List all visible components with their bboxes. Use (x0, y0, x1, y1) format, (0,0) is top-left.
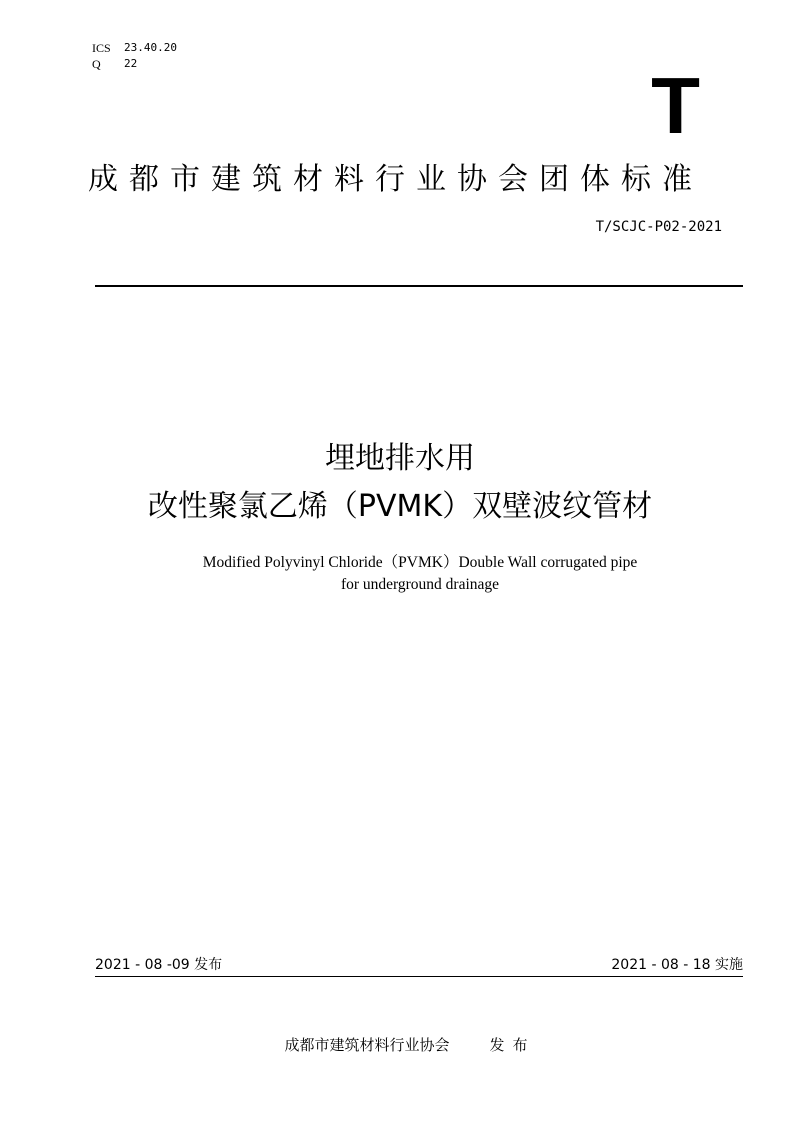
english-title-line-1: Modified Polyvinyl Chloride（PVMK）Double Wall corrugated pipe (202, 554, 638, 571)
chinese-title-line-1: 埋地排水用 (325, 441, 475, 476)
date-row (95, 954, 743, 974)
publisher-line (0, 1034, 800, 1055)
standard-code: T/SCJC-P02-2021 (595, 219, 722, 235)
chinese-title-line-2: 改性聚氯乙烯（PVMK）双壁波纹管材 (147, 489, 653, 524)
implement-date: 2021 - 08 - 18 实施 (611, 957, 743, 973)
chinese-title (0, 435, 800, 531)
organization-title: 成都市建筑材料行业协会团体标准 (88, 162, 703, 197)
ics-value: 23.40.20 (124, 41, 177, 54)
publish-date: 2021 - 08 -09 发布 (95, 957, 223, 973)
ics-row (92, 40, 177, 56)
class-label: Q (92, 57, 101, 71)
class-value: 22 (124, 57, 138, 70)
bottom-divider (95, 976, 743, 977)
publisher-name: 成都市建筑材料行业协会 (284, 1036, 450, 1054)
class-row (92, 56, 177, 72)
english-title-line-2: for underground drainage (340, 576, 500, 593)
english-title (0, 552, 800, 596)
classification-block (92, 40, 177, 72)
publisher-action: 发布 (489, 1036, 536, 1054)
standard-mark: T (651, 61, 700, 150)
ics-label: ICS (92, 41, 111, 55)
top-divider (95, 285, 743, 287)
